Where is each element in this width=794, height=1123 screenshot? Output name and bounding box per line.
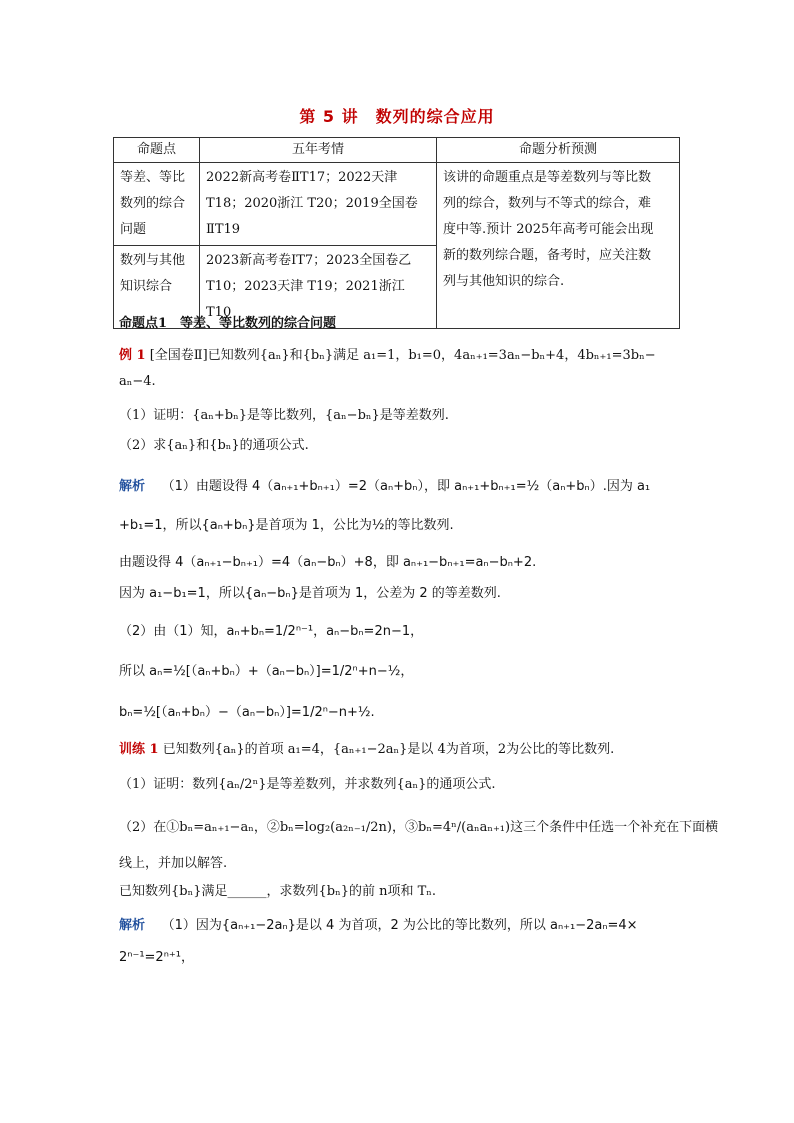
solution-text: （1）由题设得 4（aₙ₊₁+bₙ₊₁）=2（aₙ+bₙ），即 aₙ₊₁+bₙ₊₁=½（aₙ+bₙ）.因为 a₁ [161, 479, 651, 494]
analysis-cell [437, 163, 680, 329]
exams-line: ⅡT19 [206, 222, 241, 237]
solution-line: 由题设得 4（aₙ₊₁−bₙ₊₁）=4（aₙ−bₙ）+8，即 aₙ₊₁−bₙ₊₁=aₙ−bₙ+2. [119, 555, 537, 570]
training-question-1: （1）证明：数列{aₙ/2ⁿ}是等差数列，并求数列{aₙ}的通项公式. [119, 777, 496, 792]
analysis-line: 该讲的命题重点是等差数列与等比数 [443, 170, 652, 185]
analysis-line: 列与其他知识的综合. [443, 274, 565, 289]
analysis-line: 列的综合，数列与不等式的综合，难 [443, 196, 652, 211]
exams-line: 2023新高考卷ⅠT7；2023全国卷乙 [206, 253, 412, 268]
solution-line: 因为 a₁−b₁=1，所以{aₙ−bₙ}是首项为 1，公差为 2 的等差数列. [119, 586, 501, 601]
example-label: 例 1 [119, 348, 146, 363]
example-line-cont: aₙ−4. [119, 374, 156, 389]
exam-info-table [113, 137, 680, 329]
exams-line: 2022新高考卷ⅡT17；2022天津 [206, 170, 398, 185]
topic-line: 数列与其他 [120, 253, 186, 268]
solution-text: （1）因为{aₙ₊₁−2aₙ}是以 4 为首项，2 为公比的等比数列，所以 aₙ₊₁−2aₙ=4× [161, 918, 638, 933]
exams-line: T18；2020浙江 T20；2019全国卷 [206, 196, 418, 211]
exams-cell [200, 163, 437, 246]
training-question-2: （2）在①bₙ=aₙ₊₁−aₙ，②bₙ=log₂(a₂ₙ₋₁/2n)，③bₙ=4ⁿ/(aₙaₙ₊₁)这三个条件中任选一个补充在下面横 [119, 820, 719, 835]
solution-line: 所以 aₙ=½[（aₙ+bₙ）+（aₙ−bₙ）]=1/2ⁿ+n−½， [119, 664, 414, 679]
solution-line [119, 914, 638, 933]
exams-line: T10；2023天津 T19；2021浙江 T10 [206, 279, 405, 320]
topic-line: 知识综合 [120, 279, 173, 294]
page-title: 第 5 讲 数列的综合应用 [299, 107, 495, 126]
solution-line: 2ⁿ⁻¹=2ⁿ⁺¹， [119, 950, 194, 965]
question-1: （1）证明：{aₙ+bₙ}是等比数列，{aₙ−bₙ}是等差数列. [119, 408, 449, 423]
table-header-row [114, 138, 680, 163]
table-row [114, 163, 680, 246]
analysis-line: 度中等.预计 2025年高考可能会出现 [443, 222, 654, 237]
header-exams: 五年考情 [200, 138, 437, 163]
header-topic: 命题点 [114, 138, 200, 163]
solution-label: 解析 [119, 479, 146, 494]
example-text: [全国卷Ⅱ]已知数列{aₙ}和{bₙ}满足 a₁=1，b₁=0，4aₙ₊₁=3aₙ−bₙ+4，4bₙ₊₁=3bₙ− [149, 348, 656, 363]
analysis-line: 新的数列综合题，备考时，应关注数 [443, 248, 652, 263]
topic-line: 数列的综合 [120, 196, 186, 211]
solution-label: 解析 [119, 918, 146, 933]
section-heading: 命题点1 等差、等比数列的综合问题 [119, 316, 337, 331]
solution-line: （2）由（1）知，aₙ+bₙ=1/2ⁿ⁻¹，aₙ−bₙ=2n−1， [119, 624, 424, 639]
training-text: 已知数列{aₙ}的首项 a₁=4，{aₙ₊₁−2aₙ}是以 4为首项，2为公比的等比数列. [162, 742, 615, 757]
training-line [119, 738, 614, 757]
header-analysis: 命题分析预测 [437, 138, 680, 163]
topic-line: 问题 [120, 222, 147, 237]
training-label: 训练 1 [119, 742, 159, 757]
solution-line: bₙ=½[（aₙ+bₙ）−（aₙ−bₙ）]=1/2ⁿ−n+½. [119, 705, 375, 720]
training-question-2-prompt: 已知数列{bₙ}满足______，求数列{bₙ}的前 n项和 Tₙ. [119, 884, 437, 899]
question-2: （2）求{aₙ}和{bₙ}的通项公式. [119, 438, 309, 453]
topic-line: 等差、等比 [120, 170, 186, 185]
example-line [119, 344, 656, 363]
training-question-2-cont: 线上，并加以解答. [119, 856, 228, 871]
solution-line: +b₁=1，所以{aₙ+bₙ}是首项为 1，公比为½的等比数列. [119, 518, 454, 533]
solution-line [119, 475, 650, 494]
topic-cell [114, 163, 200, 246]
